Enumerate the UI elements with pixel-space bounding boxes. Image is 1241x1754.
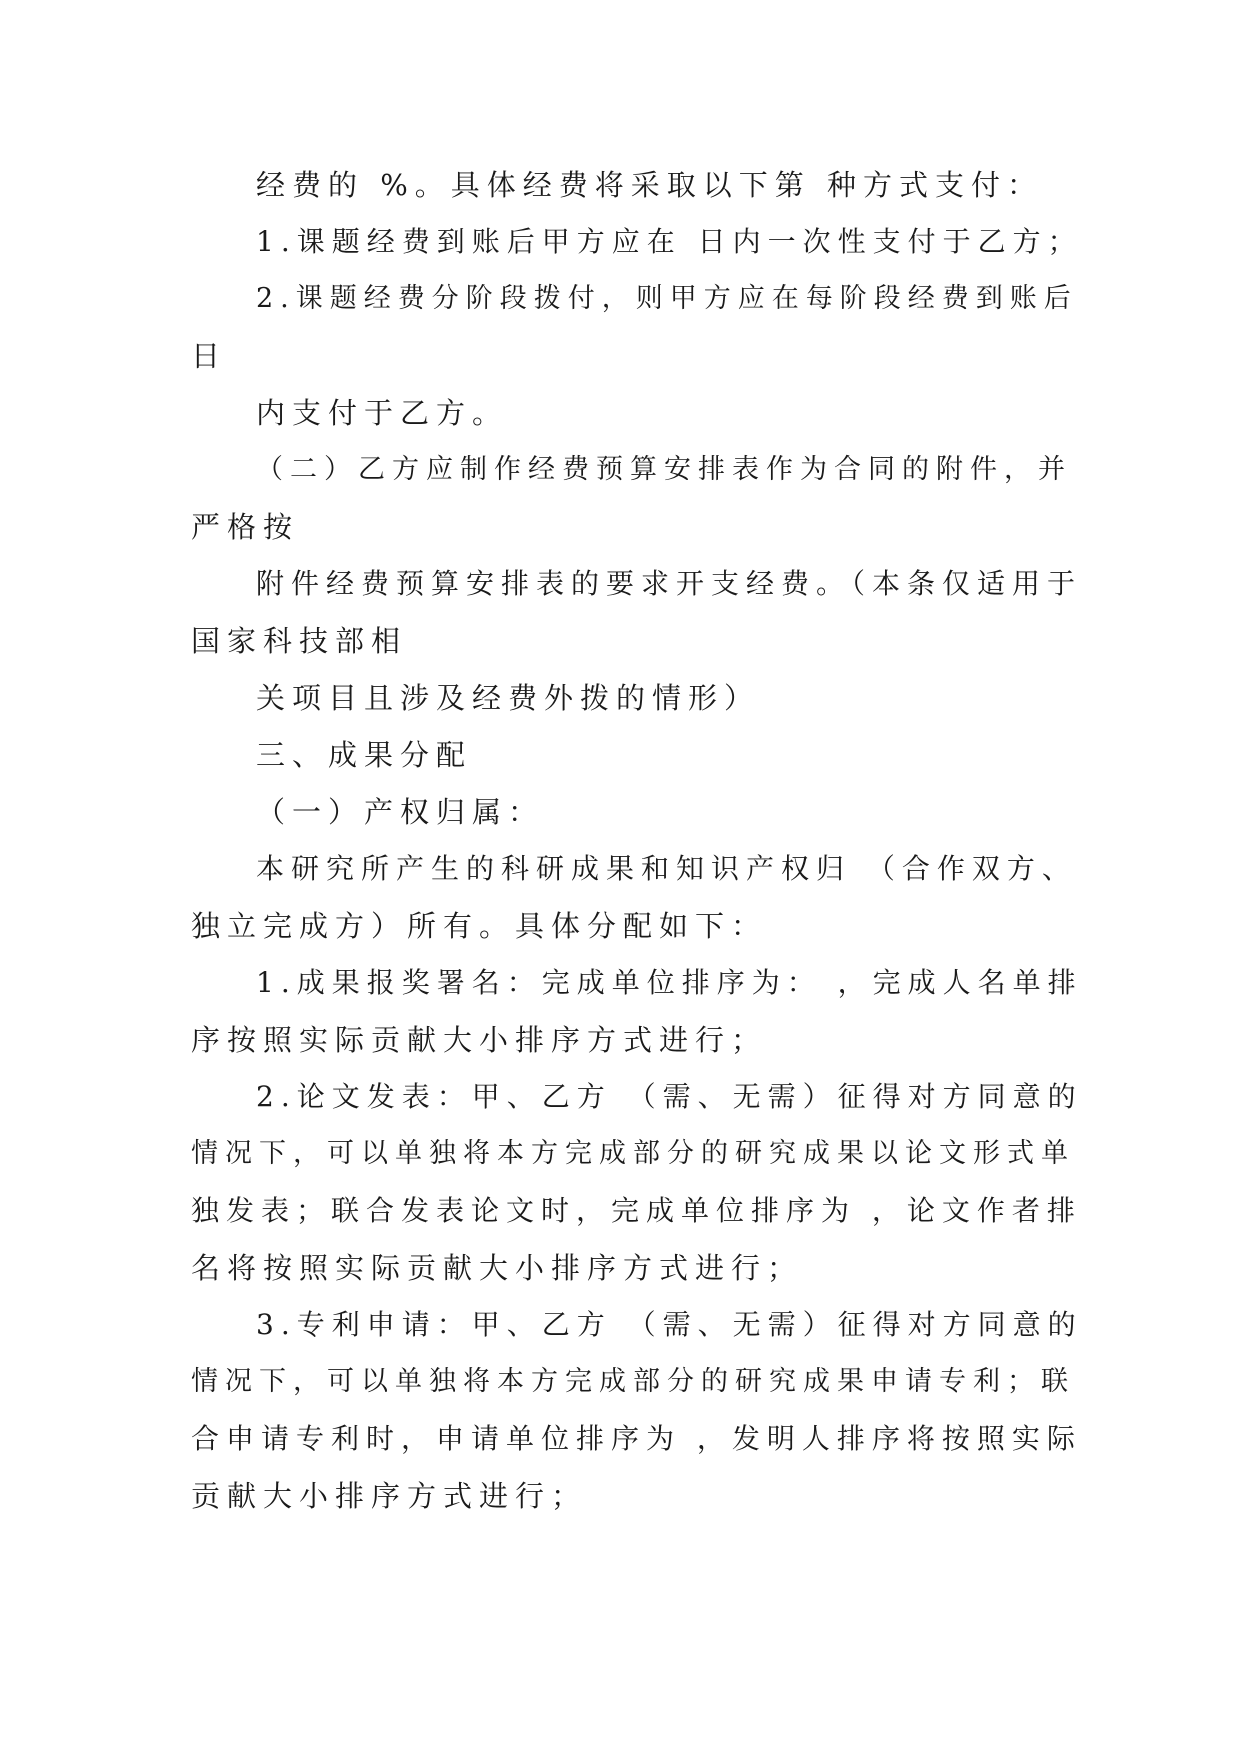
text-line: 独发表；联合发表论文时，完成单位排序为 ，论文作者排 — [191, 1194, 1082, 1227]
text-line: 严格按 — [191, 510, 300, 544]
text-line: 1.成果报奖署名：完成单位排序为： ，完成人名单排 — [256, 966, 1083, 999]
text-line: 合申请专利时，申请单位排序为 ，发明人排序将按照实际 — [191, 1422, 1082, 1455]
text-line: 1.课题经费到账后甲方应在 日内一次性支付于乙方； — [256, 225, 1083, 258]
text-line: 贡献大小排序方式进行； — [191, 1479, 588, 1513]
text-line: 日 — [191, 339, 228, 373]
text-line: 情况下，可以单独将本方完成部分的研究成果以论文形式单 — [191, 1138, 1075, 1169]
text-line: 序按照实际贡献大小排序方式进行； — [191, 1023, 768, 1057]
text-line: 2.论文发表：甲、乙方 （需、无需）征得对方同意的 — [256, 1080, 1083, 1113]
text-line: 关项目且涉及经费外拨的情形） — [256, 681, 761, 715]
text-line: 内支付于乙方。 — [256, 396, 509, 430]
text-line: 情况下，可以单独将本方完成部分的研究成果申请专利；联 — [191, 1366, 1075, 1397]
text-line: 独立完成方）所有。具体分配如下： — [191, 909, 768, 943]
text-line: 3.专利申请：甲、乙方 （需、无需）征得对方同意的 — [256, 1308, 1083, 1341]
section-heading: 三、成果分配 — [256, 738, 473, 772]
subsection-heading: （一）产权归属： — [256, 795, 545, 829]
text-line: 国家科技部相 — [191, 624, 408, 658]
text-line: 名将按照实际贡献大小排序方式进行； — [191, 1251, 804, 1285]
text-line: （二）乙方应制作经费预算安排表作为合同的附件，并 — [256, 454, 1072, 485]
text-line: 本研究所产生的科研成果和知识产权归 （合作双方、 — [256, 852, 1077, 885]
text-line: 附件经费预算安排表的要求开支经费。（本条仅适用于 — [256, 567, 1083, 600]
text-line: 经费的 %。具体经费将采取以下第 种方式支付： — [256, 168, 1043, 202]
text-line: 2.课题经费分阶段拨付，则甲方应在每阶段经费到账后 — [256, 283, 1078, 314]
